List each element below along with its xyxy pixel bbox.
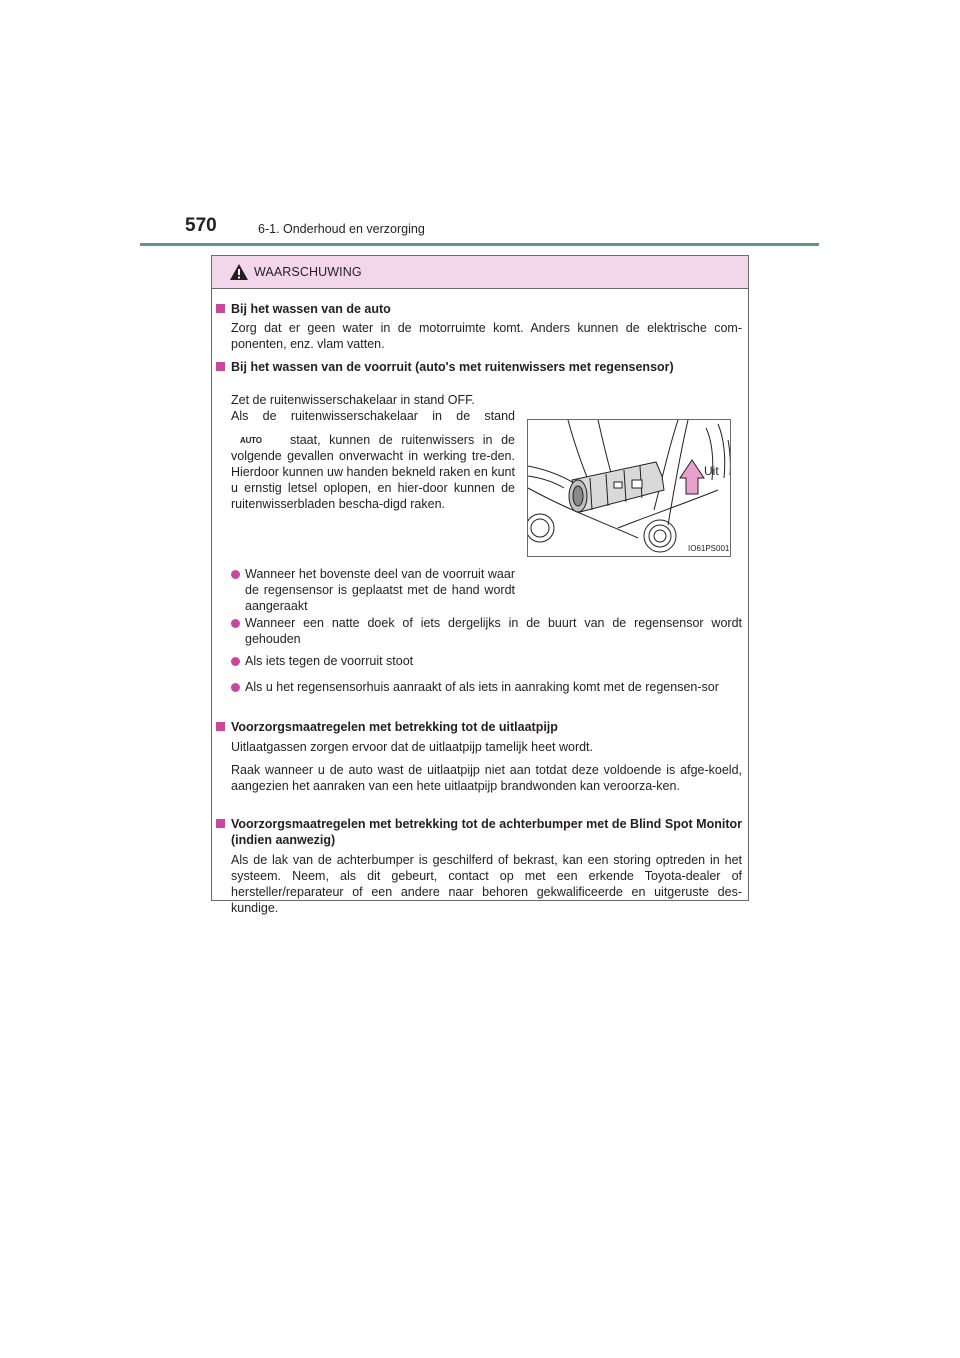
item-text: Zorg dat er geen water in de motorruimte komt. Anders kunnen de elektrische com-ponenten, enz. vlam vatten.: [231, 321, 742, 351]
auto-symbol-icon: AUTO: [240, 436, 262, 445]
bullet-dot-icon: [231, 683, 240, 692]
bullet-text: Wanneer een natte doek of iets dergelijks in de buurt van de regensensor wordt gehouden: [245, 616, 742, 646]
page-number: 570: [185, 215, 217, 236]
bullet-dot-icon: [231, 657, 240, 666]
item-heading: Voorzorgsmaatregelen met betrekking tot de uitlaatpijp: [231, 720, 558, 734]
warning-title: WAARSCHUWING: [254, 265, 362, 279]
figure-code: IO61PS001: [688, 544, 730, 553]
figure-label-uit: Uit: [704, 464, 719, 478]
wiper-switch-figure: [527, 419, 731, 557]
header-rule: [140, 243, 819, 246]
item-text: Uitlaatgassen zorgen ervoor dat de uitlaatpijp tamelijk heet wordt.: [231, 740, 594, 754]
square-bullet-icon: [216, 722, 225, 731]
bullet-text: Als iets tegen de voorruit stoot: [245, 654, 414, 668]
bullet-dot-icon: [231, 570, 240, 579]
wiper-switch-illustration: [528, 420, 731, 557]
item-heading: Bij het wassen van de auto: [231, 302, 391, 316]
item-heading: Voorzorgsmaatregelen met betrekking tot de achterbumper met de Blind Spot Monitor (indien aanwezig): [231, 817, 742, 847]
warning-box: [211, 255, 749, 915]
warning-header: [212, 256, 748, 289]
item-text: Als de lak van de achterbumper is geschilferd of bekrast, kan een storing optreden in het systeem. Neem, als dit gebeurt, contact op met een erkende Toyota-dealer of hersteller/reparateur of een andere naar behoren gekwalificeerde en uitgeruste des-kundige.: [231, 853, 742, 915]
square-bullet-icon: [216, 362, 225, 371]
warning-triangle-icon: [229, 263, 249, 281]
square-bullet-icon: [216, 819, 225, 828]
item-text: Raak wanneer u de auto wast de uitlaatpijp niet aan totdat deze voldoende is afge-koeld, aangezien het aanraken van een hete uitlaatpijp brandwonden kan veroorza-ken.: [231, 763, 742, 793]
bullet-text: Als u het regensensorhuis aanraakt of als iets in aanraking komt met de regensen-sor: [245, 680, 719, 694]
square-bullet-icon: [216, 304, 225, 313]
section-title: 6-1. Onderhoud en verzorging: [258, 222, 425, 236]
item-heading: Bij het wassen van de voorruit (auto's met ruitenwissers met regensensor): [231, 360, 674, 374]
bullet-dot-icon: [231, 619, 240, 628]
intro-line-1: Zet de ruitenwisserschakelaar in stand OFF.: [231, 393, 475, 407]
bullet-text: Wanneer het bovenste deel van de voorruit waar de regensensor is geplaatst met de hand wordt aangeraakt: [245, 567, 515, 613]
intro-line-2: Als de ruitenwisserschakelaar in de stand: [231, 409, 515, 423]
intro-rest: staat, kunnen de ruitenwissers in de volgende gevallen onverwacht in werking tre-den. Hierdoor kunnen uw handen bekneld raken en kunt u ernstig letsel oplopen, en hier-door kunnen de ruitenwisserbladen bescha-digd raken.: [231, 433, 515, 511]
